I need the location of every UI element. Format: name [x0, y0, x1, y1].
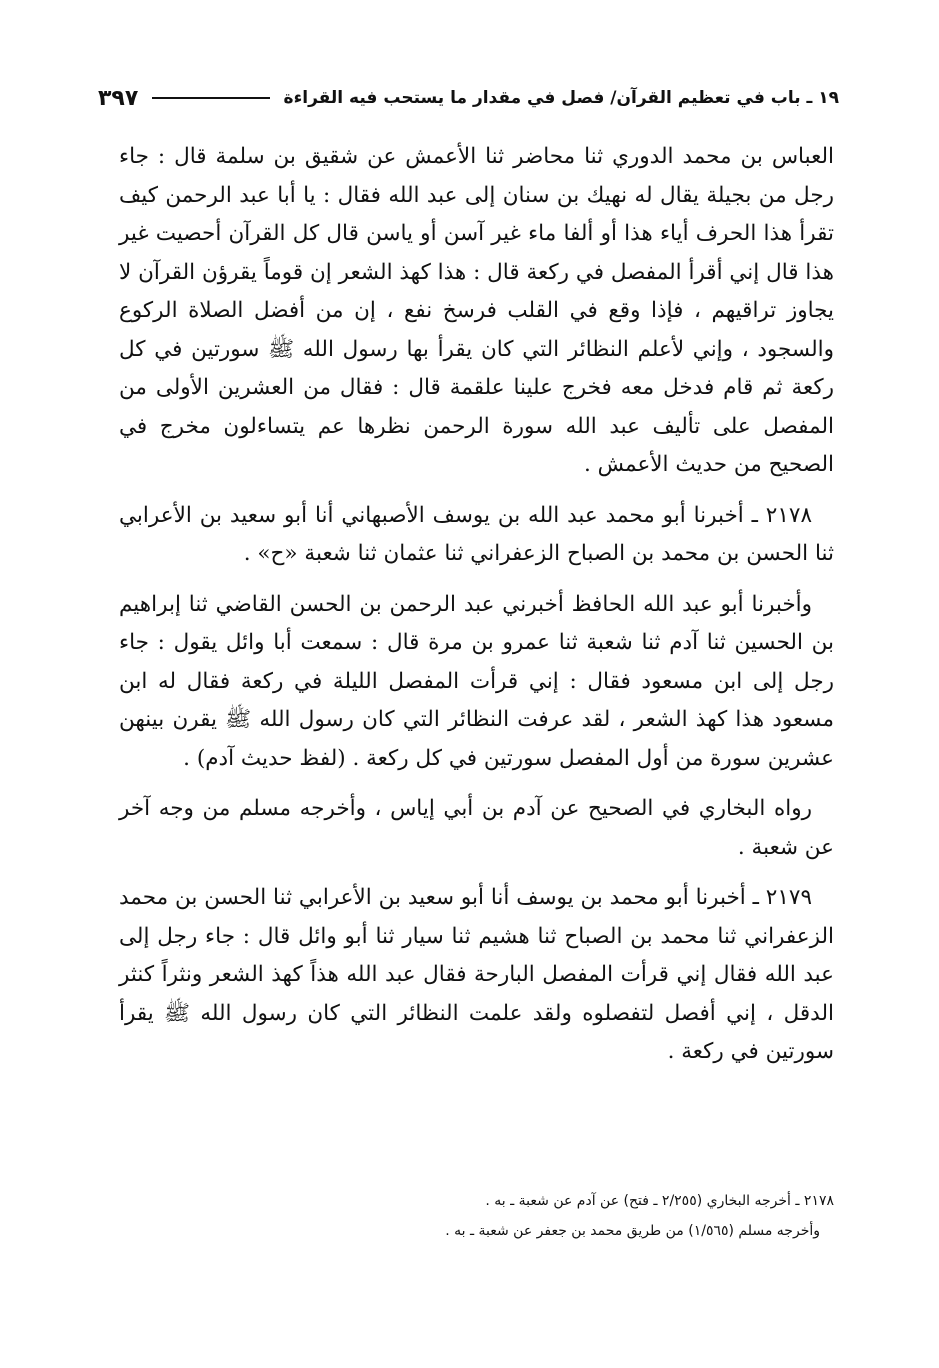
hadith-2178-commentary: رواه البخاري في الصحيح عن آدم بن أبي إياس ، وأخرجه مسلم من وجه آخر عن شعبة .: [119, 796, 834, 860]
footnote-2178-continued: وأخرجه مسلم (١/٥٦٥) من طريق محمد بن جعفر عن شعبة ـ به .: [445, 1223, 820, 1239]
running-header: [98, 80, 839, 116]
hadith-2178-second-chain: وأخبرنا أبو عبد الله الحافظ أخبرني عبد الرحمن بن الحسن القاضي ثنا إبراهيم بن الحسين ثنا آدم ثنا شعبة ثنا عمرو بن مرة قال : سمعت أبا وائل يقول : جاء رجل إلى ابن مسعود فقال : إني قرأت المفصل الليلة في ركعة فقال له ابن مسعود هذا كهذ الشعر ، لقد عرفت النظائر التي كان رسول الله ﷺ يقرن بينهن عشرين سورة من أول المفصل سورتين في كل ركعة . (لفظ حديث آدم) .: [119, 591, 834, 771]
main-text: [119, 138, 834, 1084]
footnote-2178: ٢١٧٨ ـ أخرجه البخاري (٢/٢٥٥ ـ فتح) عن آدم عن شعبة ـ به .: [485, 1193, 834, 1209]
header-rule: [152, 97, 269, 99]
chapter-title: ١٩ ـ باب في تعظيم القرآن/ فصل في مقدار ما يستحب فيه القراءة: [283, 88, 839, 108]
footnotes: [119, 1186, 834, 1246]
hadith-2178: ٢١٧٨ ـ أخبرنا أبو محمد عبد الله بن يوسف الأصبهاني أنا أبو سعيد بن الأعرابي ثنا الحسن بن محمد بن الصباح الزعفراني ثنا عثمان ثنا شعبة «ح» .: [119, 502, 834, 566]
page-number: ٣٩٧: [98, 85, 139, 111]
paragraph-continuation: العباس بن محمد الدوري ثنا محاضر ثنا الأعمش عن شقيق بن سلمة قال : جاء رجل من بجيلة يقال له نهيك بن سنان إلى عبد الله فقال : يا أبا عبد الرحمن كيف تقرأ هذا الحرف أياء هذا أو ألفا ماء غير آسن أو ياسن قال كل القرآن أحصيت غير هذا قال إني أقرأ المفصل في ركعة قال : هذا كهذ الشعر إن قوماً يقرؤن القرآن لا يجاوز تراقيهم ، فإذا وقع في القلب فرسخ نفع ، إن من أفضل الصلاة الركوع والسجود ، وإني لأعلم النظائر التي كان يقرأ بها رسول الله ﷺ سورتين في كل ركعة ثم قام فدخل معه فخرج علينا علقمة قال : فقال من العشرين الأولى من المفصل على تأليف عبد الله سورة الرحمن نظرها عم يتساءلون مخرج في الصحيح من حديث الأعمش .: [119, 144, 834, 477]
hadith-2179: ٢١٧٩ ـ أخبرنا أبو محمد بن يوسف أنا أبو سعيد بن الأعرابي ثنا الحسن بن محمد الزعفراني ثنا محمد بن الصباح ثنا هشيم ثنا سيار ثنا أبو وائل قال : جاء رجل إلى عبد الله فقال إني قرأت المفصل البارحة فقال عبد الله هذاً كهذ الشعر ونثراً كنثر الدقل ، إني أفصل لتفصلوه ولقد علمت النظائر التي كان رسول الله ﷺ يقرأ سورتين في ركعة .: [119, 885, 834, 1064]
